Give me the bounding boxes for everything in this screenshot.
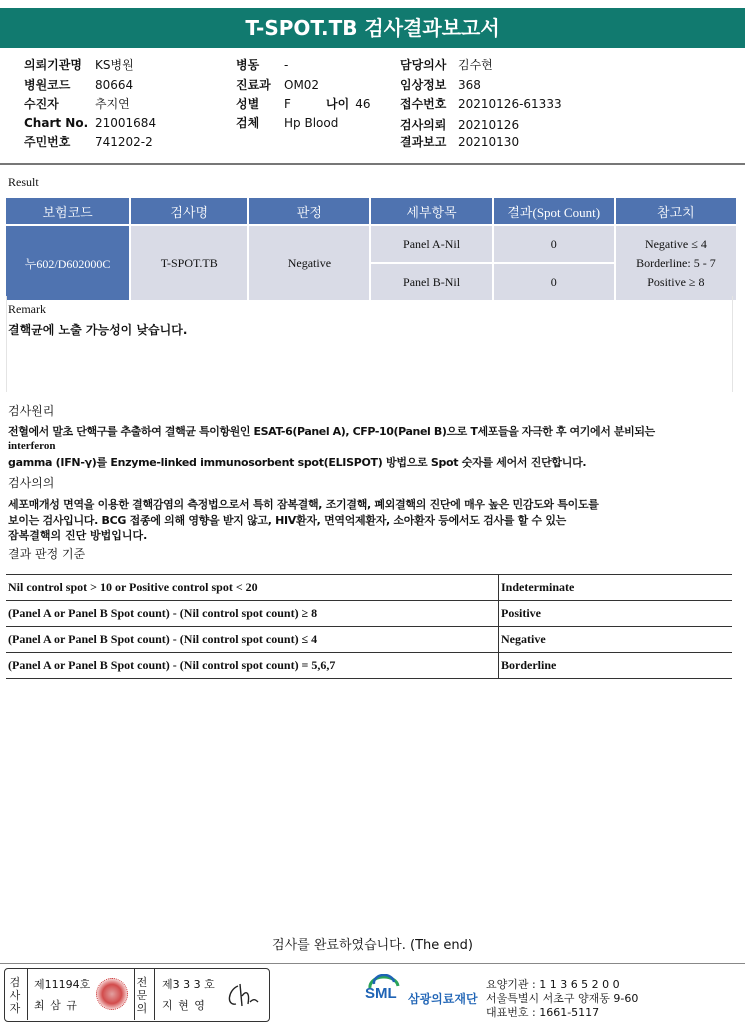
- column-header: 세부항목: [371, 198, 491, 224]
- doctor-license-no: 제3 3 3 호: [162, 978, 215, 991]
- spot-count-cell: 0: [494, 264, 614, 300]
- detail-item-cell: Panel A-Nil: [371, 226, 491, 262]
- institution-code: 요양기관 : 1 1 3 6 5 2 0 0: [486, 978, 620, 991]
- header-row: 담당의사 김수현: [400, 58, 493, 72]
- end-text: 검사를 완료하였습니다. (The end): [272, 938, 473, 953]
- institution-phone: 대표번호 : 1661-5117: [486, 1006, 600, 1019]
- column-header: 판정: [249, 198, 369, 224]
- significance-line: 잠복결핵의 진단 방법입니다.: [8, 529, 148, 542]
- header-row: 검체 Hp Blood: [236, 116, 339, 130]
- significance-line: 보이는 검사입니다. BCG 접종에 의해 영향을 받지 않고, HIV환자, 면역억제환자, 소아환자 등에서도 검사를 할 수 있는: [8, 514, 566, 527]
- header-row: 검사의뢰 20210126: [400, 118, 520, 132]
- result-section-label: Result: [8, 175, 39, 189]
- header-row: 임상정보 368: [400, 78, 481, 92]
- footer-divider: [0, 963, 745, 964]
- tester-license-no: 제11194호: [34, 978, 91, 991]
- header-row: 주민번호 741202-2: [24, 135, 153, 149]
- header-row: 진료과 OM02: [236, 78, 320, 92]
- institution-address: 서울특별시 서초구 양재동 9-60: [486, 992, 639, 1005]
- header-row: Chart No. 21001684: [24, 116, 157, 130]
- criteria-result: Positive: [499, 601, 733, 627]
- doctor-signature: [224, 980, 260, 1012]
- column-header: 참고치: [616, 198, 736, 224]
- header-row: 접수번호 20210126-61333: [400, 97, 562, 111]
- principle-line: gamma (IFN-γ)를 Enzyme-linked immunosorbent spot(ELISPOT) 방법으로 Spot 숫자를 세어서 진단합니다.: [8, 456, 587, 469]
- criteria-result: Indeterminate: [499, 575, 733, 601]
- header-divider: [0, 163, 745, 165]
- significance-label: 검사의의: [8, 476, 55, 490]
- age-field: 나이 46: [326, 97, 371, 111]
- report-title: T-SPOT.TB 검사결과보고서: [0, 8, 745, 48]
- remark-label: Remark: [8, 302, 46, 316]
- header-row: 병동 -: [236, 58, 289, 72]
- criteria-condition: (Panel A or Panel B Spot count) - (Nil control spot count) = 5,6,7: [6, 653, 499, 679]
- remark-box: [6, 296, 733, 392]
- criteria-result: Negative: [499, 627, 733, 653]
- doctor-name: 지 현 영: [162, 999, 206, 1012]
- header-row: 수진자 추지연: [24, 97, 130, 111]
- principle-label: 검사원리: [8, 404, 55, 418]
- header-row: 성별 F: [236, 97, 291, 111]
- header-row: 의뢰기관명 KS병원: [24, 58, 134, 72]
- criteria-condition: (Panel A or Panel B Spot count) - (Nil control spot count) ≥ 8: [6, 601, 499, 627]
- column-header: 결과(Spot Count): [494, 198, 614, 224]
- signature-divider: [134, 968, 135, 1020]
- table-row: [6, 226, 736, 262]
- criteria-condition: Nil control spot > 10 or Positive control spot < 20: [6, 575, 499, 601]
- criteria-table: [6, 574, 732, 679]
- table-row: [6, 627, 732, 653]
- detail-item-cell: Panel B-Nil: [371, 264, 491, 300]
- significance-line: 세포매개성 면역을 이용한 결핵감염의 측정법으로서 특히 잠복결핵, 조기결핵, 폐외결핵의 진단에 매우 높은 민감도와 특이도를: [8, 498, 599, 511]
- header-row: 결과보고 20210130: [400, 135, 520, 149]
- tester-seal: [96, 978, 128, 1010]
- table-row: [6, 601, 732, 627]
- criteria-result: Borderline: [499, 653, 733, 679]
- table-row: [6, 653, 732, 679]
- institution-name: 삼광의료재단: [408, 992, 478, 1006]
- header-row: 병원코드 80664: [24, 78, 134, 92]
- logo-text: SML: [365, 985, 397, 1002]
- result-table-header: [6, 198, 736, 224]
- reference-cell: [616, 226, 736, 300]
- signature-divider: [154, 968, 155, 1020]
- table-row: [6, 575, 732, 601]
- tester-label: 검사자: [9, 976, 21, 1015]
- judgement-cell: Negative: [249, 226, 369, 300]
- reference-line: Borderline: 5 - 7: [636, 255, 716, 270]
- column-header: 검사명: [131, 198, 247, 224]
- insurance-code-cell: 누602/D602000C: [6, 226, 129, 300]
- test-name-cell: T-SPOT.TB: [131, 226, 247, 300]
- reference-line: Positive ≥ 8: [647, 274, 705, 289]
- criteria-label: 결과 판정 기준: [8, 547, 86, 561]
- column-header: 보험코드: [6, 198, 129, 224]
- result-table: [4, 196, 738, 302]
- signature-divider: [27, 968, 28, 1020]
- remark-text: 결핵균에 노출 가능성이 낮습니다.: [8, 323, 188, 337]
- spot-count-cell: 0: [494, 226, 614, 262]
- tester-name: 최 삼 규: [34, 999, 78, 1012]
- doctor-label: 전문의: [136, 976, 148, 1015]
- principle-line: 전혈에서 말초 단핵구를 추출하여 결핵균 특이항원인 ESAT-6(Panel A), CFP-10(Panel B)으로 T세포들을 자극한 후 여기에서 분비되는: [8, 425, 655, 438]
- principle-line: interferon: [8, 440, 56, 452]
- reference-line: Negative ≤ 4: [644, 236, 707, 251]
- criteria-condition: (Panel A or Panel B Spot count) - (Nil control spot count) ≤ 4: [6, 627, 499, 653]
